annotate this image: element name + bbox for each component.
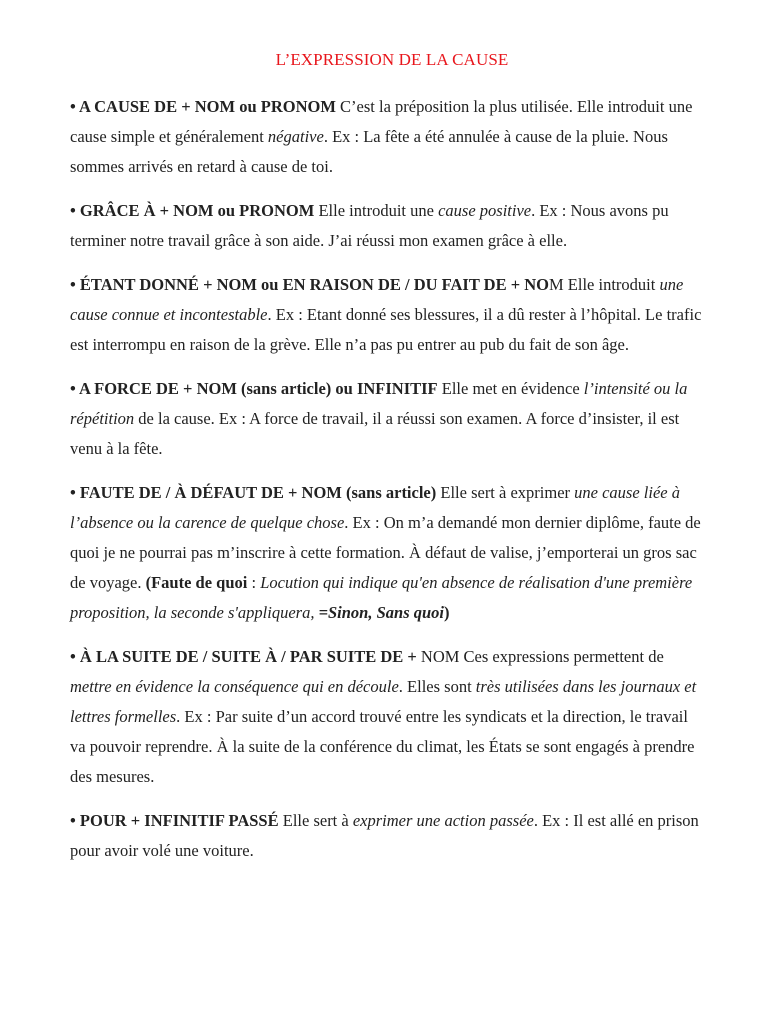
text: de la cause. Ex : A force de travail, il a réussi son examen. A force d’insister, il est venu à la fête. [70, 409, 680, 458]
section-faute-de [70, 478, 706, 628]
text: . Ex : Nous avons pu terminer notre travail grâce à son aide. J’ai réussi mon examen grâce à elle. [70, 201, 669, 250]
heading: • ÉTANT DONNÉ + NOM ou EN RAISON DE / DU FAIT DE + NO [70, 275, 549, 294]
text: Elle sert à exprimer [436, 483, 575, 502]
note-synonyms: =Sinon, Sans quoi [318, 603, 445, 622]
text: . Ex : Il est allé en prison pour avoir volé une voiture. [70, 811, 699, 860]
text: . Ex : Par suite d’un accord trouvé entre les syndicats et la direction, le travail va pouvoir reprendre. À la suite de la conférence du climat, les États se sont engagés à prendre des mesures. [70, 707, 695, 786]
heading: • POUR + INFINITIF PASSÉ [70, 811, 279, 830]
page-title: L’EXPRESSION DE LA CAUSE [275, 50, 509, 69]
heading: • FAUTE DE / À DÉFAUT DE + NOM (sans article) [70, 483, 437, 502]
emphasis: exprimer une action passée [352, 811, 534, 830]
text: . Elles sont [398, 677, 476, 696]
text: NOM Ces expressions permettent de [416, 647, 664, 666]
text: . Ex : On m’a demandé mon dernier diplôme, faute de quoi je ne pourrai pas m’inscrire à cette formation. À défaut de valise, j’emporterai un gros sac de voyage. [70, 513, 701, 592]
text: . Ex : La fête a été annulée à cause de la pluie. Nous sommes arrivés en retard à cause de toi. [70, 127, 668, 176]
text: : [247, 573, 261, 592]
emphasis: une cause liée à l’absence ou la carence de quelque chose [70, 483, 680, 532]
section-a-force-de [70, 374, 706, 464]
text: Elle introduit une [314, 201, 439, 220]
emphasis: cause positive [438, 201, 532, 220]
section-a-la-suite-de [70, 642, 706, 792]
emphasis: très utilisées dans les journaux et lettres formelles [70, 677, 697, 726]
section-a-cause-de [70, 92, 706, 182]
section-grace-a [70, 196, 706, 256]
emphasis: une cause connue et incontestable [70, 275, 684, 324]
note-heading: (Faute de quoi [145, 573, 248, 592]
emphasis: l’intensité ou la répétition [70, 379, 688, 428]
note-close: ) [444, 603, 450, 622]
text: Elle sert à [278, 811, 353, 830]
section-etant-donne [70, 270, 706, 360]
text: M Elle introduit [549, 275, 660, 294]
note-definition: Locution qui indique qu'en absence de réalisation d'une première proposition, la seconde s'appliquera, [70, 573, 693, 622]
heading: • GRÂCE À + NOM ou PRONOM [70, 201, 315, 220]
emphasis: mettre en évidence la conséquence qui en découle [70, 677, 399, 696]
text: . Ex : Etant donné ses blessures, il a dû rester à l’hôpital. Le trafic est interrompu en raison de la grève. Elle n’a pas pu entrer au pub du fait de son âge. [70, 305, 702, 354]
section-pour-infinitif-passe [70, 806, 706, 866]
text: C’est la préposition la plus utilisée. Elle introduit une cause simple et généralement [70, 97, 693, 146]
emphasis: négative [267, 127, 324, 146]
heading: • À LA SUITE DE / SUITE À / PAR SUITE DE + [70, 647, 417, 666]
heading: • A FORCE DE + NOM (sans article) ou INFINITIF [70, 379, 438, 398]
text: Elle met en évidence [437, 379, 584, 398]
heading: • A CAUSE DE + NOM ou PRONOM [70, 97, 336, 116]
